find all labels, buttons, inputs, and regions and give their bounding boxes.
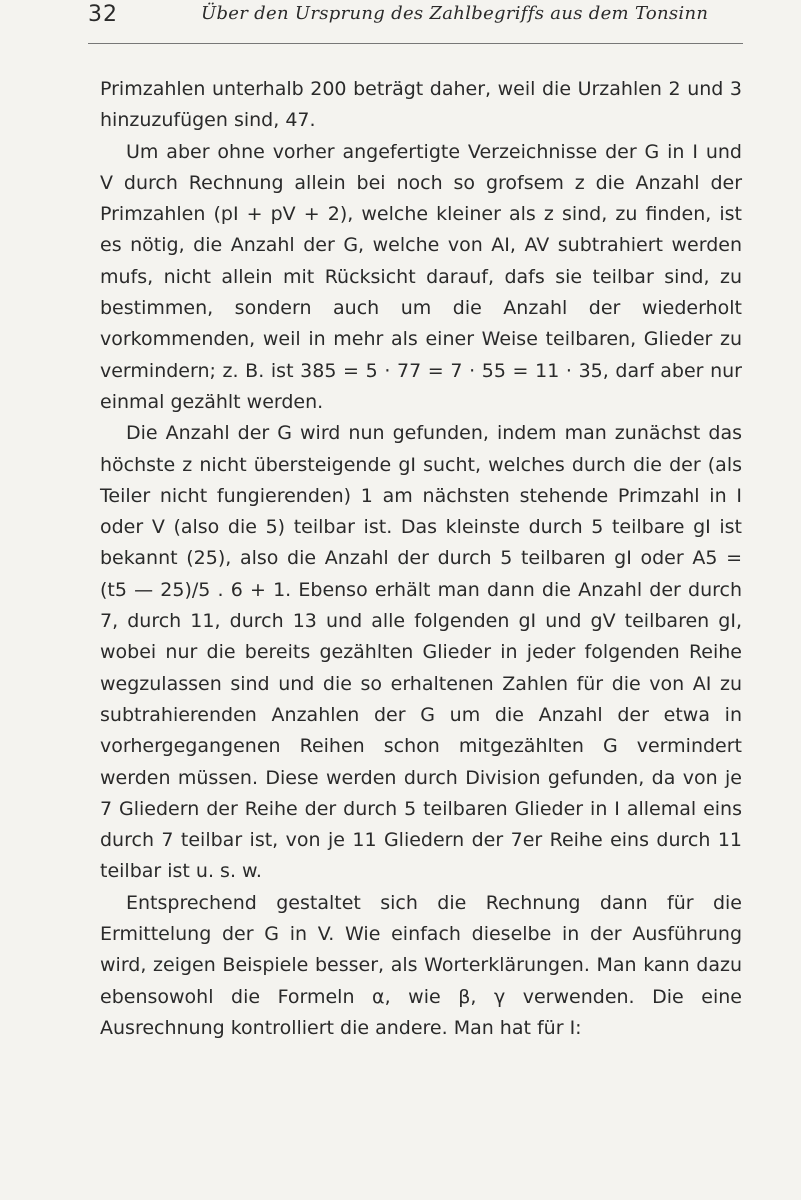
paragraph-4: Entsprechend gestaltet sich die Rechnung dann für die Ermittelung der G in V. Wie einfach dieselbe in der Ausführung wird, zeigen Beispiele besser, als Worterklärungen. Man kann dazu ebensowohl die Formeln α, wie β, γ verwenden. Die eine Ausrechnung kontrolliert die andere. Man hat für I: bbox=[100, 891, 742, 1039]
running-title: Über den Ursprung des Zahlbegriffs aus dem Tonsinn bbox=[201, 3, 709, 24]
paragraph-3: Die Anzahl der G wird nun gefunden, indem man zunächst das höchste z nicht übersteigende gI sucht, welches durch die der (als Teiler nicht fungierenden) 1 am nächsten stehende Primzahl in I oder V (also die 5) teilbar ist. Das kleinste durch 5 teilbare gI ist bekannt (25), also die Anzahl der durch 5 teilbaren gI oder A5 = (t5 — 25)/5 . 6 + 1. Ebenso erhält man dann die Anzahl der durch 7, durch 11, durch 13 und alle folgenden gI und gV teilbaren gI, wobei nur die bereits gezählten Glieder in jeder folgenden Reihe wegzulassen sind und die so erhaltenen Zahlen für die von AI zu subtrahierenden Anzahlen der G um die Anzahl der etwa in vorhergegangenen Reihen schon mitgezählten G vermindert werden müssen. Diese werden durch Division gefunden, da von je 7 Gliedern der Reihe der durch 5 teilbaren Glieder in I allemal eins durch 7 teilbar ist, von je 11 Gliedern der 7er Reihe eins durch 11 teilbar ist u. s. w. bbox=[100, 422, 742, 883]
paragraph-2: Um aber ohne vorher angefertigte Verzeichnisse der G in I und V durch Rechnung allein bei noch so grofsem z die Anzahl der Primzahlen (pI + pV + 2), welche kleiner als z sind, zu finden, ist es nötig, die Anzahl der G, welche von AI, AV subtrahiert werden mufs, nicht allein mit Rücksicht darauf, dafs sie teilbar sind, zu bestimmen, sondern auch um die Anzahl der wiederholt vorkommenden, weil in mehr als einer Weise teilbaren, Glieder zu vermindern; z. B. ist 385 = 5 · 77 = 7 · 55 = 11 · 35, darf aber nur einmal gezählt werden. bbox=[100, 140, 742, 413]
body-text bbox=[100, 74, 742, 1044]
header-rule bbox=[88, 43, 743, 44]
paragraph-1: Primzahlen unterhalb 200 beträgt daher, weil die Urzahlen 2 und 3 hinzuzufügen sind, 47. bbox=[100, 78, 742, 132]
page-number: 32 bbox=[88, 2, 118, 27]
page-header bbox=[88, 2, 743, 36]
